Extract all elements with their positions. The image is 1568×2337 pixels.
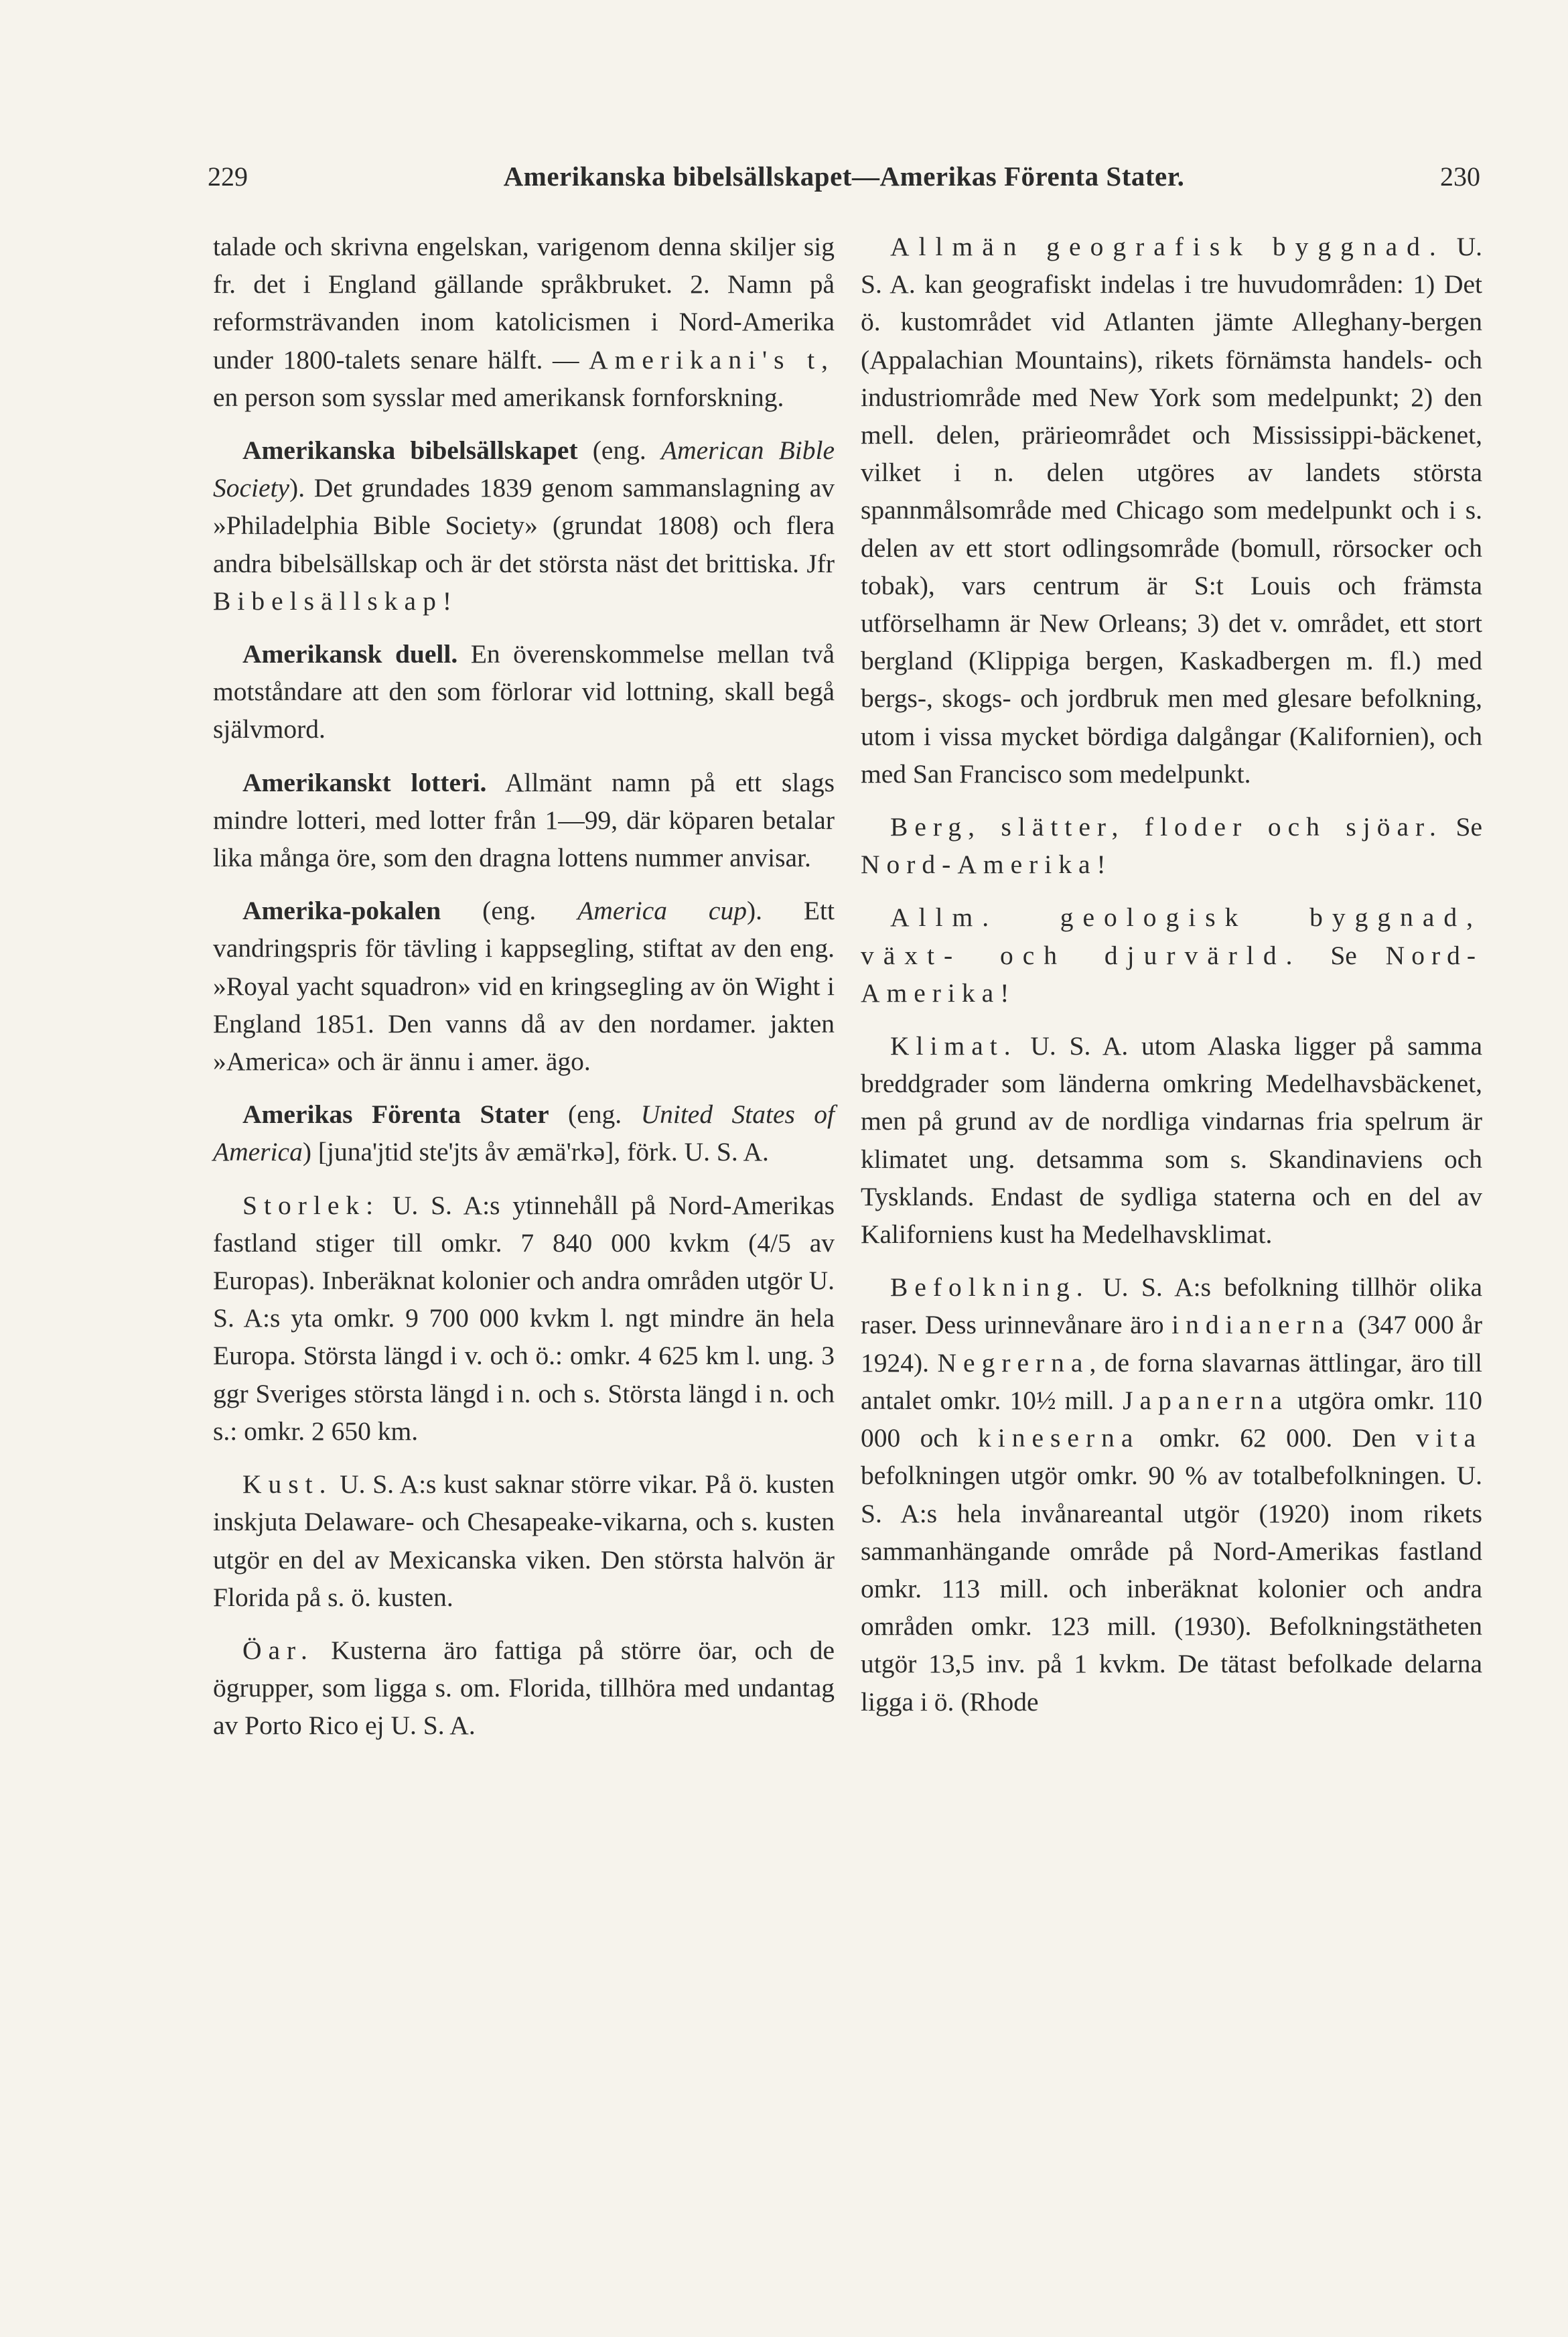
entry-amerikas-forenta-stater xyxy=(213,1095,835,1171)
section-label: Allmän geografisk byggnad. xyxy=(890,232,1445,261)
section-befolkning xyxy=(861,1268,1482,1720)
text: En överenskommelse mellan två motståndare att den som förlorar vid lottning, skall begå självmord. xyxy=(213,639,835,744)
entry-amerikanska-bibelsallskapet xyxy=(213,431,835,620)
cross-reference: Nord-Amerika! xyxy=(861,940,1483,1008)
spaced-term: kineserna xyxy=(978,1423,1140,1453)
text: U. S. A:s befolkning tillhör olika raser. Dess urinnevånare äro xyxy=(861,1272,1482,1340)
left-column xyxy=(213,228,835,1760)
text: talade och skrivna engelskan, varigenom denna skiljer sig fr. det i England gällande språkbruket. 2. Namn på reformsträvanden inom katolicismen i Nord-Amerika under 1800-talets senare hälft. — xyxy=(213,232,835,375)
headword: Amerikas Förenta Stater xyxy=(242,1099,549,1130)
text: ) [juna'jtid ste'jts åv æmä'rkə], förk. U. S. A. xyxy=(302,1137,769,1167)
section-label: Öar. xyxy=(242,1635,314,1665)
right-column xyxy=(861,228,1482,1736)
text: utgöra omkr. 110 000 och xyxy=(861,1385,1482,1453)
text: U. S. A. utom Alaska ligger på samma breddgrader som länderna omkring Medelhavsbäckenet, men på grund av de nordliga vindarnas fria spelrum är klimatet ung. detsamma som s. Skandinaviens och Tysklands. Endast de sydliga staterna och en del av Kaliforniens kust ha Medelhavsklimat. xyxy=(861,1031,1482,1250)
section-geologisk-byggnad xyxy=(861,898,1482,1012)
section-label: Kust. xyxy=(242,1469,333,1499)
italic-term: United States of America xyxy=(213,1099,835,1167)
right-page-number: 230 xyxy=(1439,161,1480,192)
spaced-term: Amerikani's t, xyxy=(589,344,835,375)
running-title: Amerikanska bibelsällskapet—Amerikas Förenta Stater. xyxy=(503,161,1185,192)
section-geografisk-byggnad xyxy=(861,228,1482,793)
text: Allmänt namn på ett slags mindre lotteri, med lotter från 1—99, där köparen betalar lika många öre, som den dragna lottens nummer anvisar. xyxy=(213,767,835,873)
text: (eng. xyxy=(549,1099,641,1130)
section-label: Berg, slätter, floder och sjöar. xyxy=(890,812,1443,842)
cross-reference: Nord-Amerika! xyxy=(861,850,1113,880)
entry-amerikansk-duell xyxy=(213,635,835,748)
spaced-term: vita xyxy=(1415,1423,1482,1453)
italic-term: America cup xyxy=(577,896,747,926)
spaced-term: Negrerna xyxy=(937,1347,1090,1378)
section-label: Allm. geologisk byggnad, växt- och djurvärld. xyxy=(861,903,1482,970)
italic-term: American Bible Society xyxy=(213,436,835,503)
text: U. S. A:s kust saknar större vikar. På ö. kusten inskjuta Delaware- och Chesapeake-vikarna, och s. kusten utgör en del av Mexicanska viken. Den största halvön är Florida på s. ö. kusten. xyxy=(213,1469,835,1612)
headword: Amerika-pokalen xyxy=(242,896,441,926)
text: ). Ett vandringspris för tävling i kappsegling, stiftat av den eng. »Royal yacht squadron» vid en kringsegling av ön Wight i England 1851. Den vanns då av den nordamer. jakten »America» och är ännu i amer. ägo. xyxy=(213,896,835,1077)
text: (347 000 år 1924). xyxy=(861,1310,1482,1378)
text: omkr. 62 000. Den xyxy=(1139,1423,1416,1453)
text: Se xyxy=(1301,940,1386,970)
entry-amerika-pokalen xyxy=(213,892,835,1080)
headword: Amerikansk duell. xyxy=(242,639,458,669)
section-berg-slatter xyxy=(861,808,1482,883)
text: U. S. A. kan geografiskt indelas i tre huvudområden: 1) Det ö. kustområdet vid Atlanten jämte Alleghany-bergen (Appalachian Mountains), rikets förnämsta handels- och industriområde med New York som medelpunkt; 2) den mell. delen, prärieområdet och Mississippi-bäckenet, vilket i n. delen utgöres av landets största spannmålsområde med Chicago som medelpunkt och i s. delen av ett stort odlingsområde (bomull, rörsocker och tobak), vars centrum är S:t Louis och främsta utförselhamn är New Orleans; 3) det v. området, ett stort bergland (Klippiga bergen, Kaskadbergen m. fl.) med bergs-, skogs- och jordbruk men med glesare befolkning, utom i vissa mycket bördiga dalgångar (Kalifornien), och med San Francisco som medelpunkt. xyxy=(861,232,1482,789)
headword: Amerikanskt lotteri. xyxy=(242,767,487,797)
text: Se xyxy=(1442,812,1483,842)
section-label: Storlek: xyxy=(242,1190,380,1220)
text: befolkningen utgör omkr. 90 % av totalbefolkningen. U. S. A:s hela invånareantal utgör (1920) inom rikets sammanhängande område på Nord-Amerikas fastland omkr. 113 mill. och inberäknat kolonier och andra områden omkr. 123 mill. (1930). Befolkningstätheten utgör 13,5 inv. på 1 kvkm. De tätast befolkade delarna ligga i ö. (Rhode xyxy=(861,1461,1482,1717)
text: ). Det grundades 1839 genom sammanslagning av »Philadelphia Bible Society» (grundat 1808) och flera andra bibelsällskap och är det största näst det brittiska. Jfr xyxy=(213,473,835,578)
section-label: Befolkning. xyxy=(890,1272,1090,1303)
section-storlek xyxy=(213,1187,835,1450)
section-oar xyxy=(213,1631,835,1745)
spaced-term: Japanerna xyxy=(1123,1385,1289,1415)
cross-reference: Bibelsällskap! xyxy=(213,586,458,616)
text: U. S. A:s ytinnehåll på Nord-Amerikas fastland stiger till omkr. 7 840 000 kvkm (4/5 av Europas). Inberäknat kolonier och andra områden utgör U. S. A:s yta omkr. 9 700 000 kvkm l. ngt mindre än hela Europa. Största längd i v. och ö.: omkr. 4 625 km l. ung. 3 ggr Sveriges största längd i n. och s. Största längd i n. och s.: omkr. 2 650 km. xyxy=(213,1190,835,1446)
page-header xyxy=(208,153,1480,200)
text: , de forna slavarnas ättlingar, äro till antalet omkr. 10½ mill. xyxy=(861,1347,1482,1415)
section-kust xyxy=(213,1465,835,1616)
section-klimat xyxy=(861,1027,1482,1253)
entry-amerikanskt-lotteri xyxy=(213,764,835,877)
text: (eng. xyxy=(441,896,578,926)
spaced-term: indianerna xyxy=(1171,1310,1350,1340)
section-label: Klimat. xyxy=(890,1031,1017,1061)
text: Kusterna äro fattiga på större öar, och de ögrupper, som ligga s. om. Florida, tillhöra med undantag av Porto Rico ej U. S. A. xyxy=(213,1635,835,1741)
text: (eng. xyxy=(577,436,661,466)
headword: Amerikanska bibelsällskapet xyxy=(242,436,578,466)
left-page-number: 229 xyxy=(208,161,248,192)
paragraph-continuation xyxy=(213,228,835,416)
text: en person som sysslar med amerikansk fornforskning. xyxy=(213,382,784,412)
